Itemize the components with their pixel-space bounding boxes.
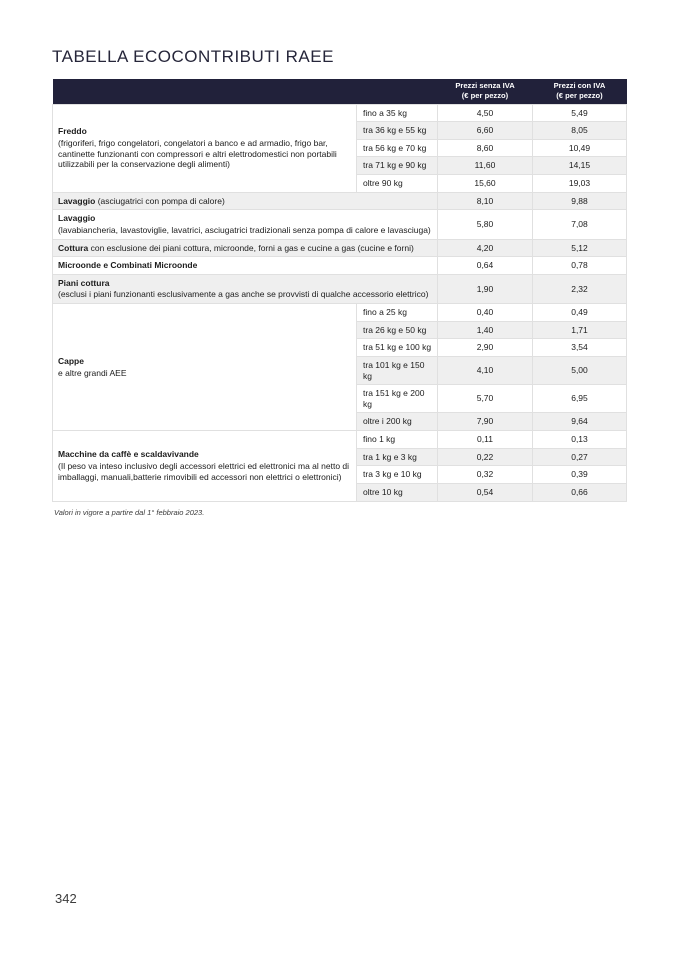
column-header-label: Prezzi senza IVA	[455, 81, 515, 90]
price-senza-iva-cell: 2,90	[438, 339, 533, 357]
price-con-iva-cell: 2,32	[533, 274, 627, 303]
column-header-label: Prezzi con IVA	[553, 81, 606, 90]
table-row	[53, 431, 627, 449]
price-senza-iva-cell: 0,32	[438, 466, 533, 484]
price-con-iva-cell: 19,03	[533, 175, 627, 193]
price-con-iva-cell: 0,49	[533, 304, 627, 322]
price-con-iva-cell: 6,95	[533, 385, 627, 413]
price-senza-iva-cell: 4,10	[438, 356, 533, 384]
price-senza-iva-cell: 0,11	[438, 431, 533, 449]
category-cell-lavaggio-tradizionali	[53, 210, 438, 239]
category-cell-lavaggio-pompa-calore	[53, 192, 438, 210]
weight-range-cell: tra 56 kg e 70 kg	[357, 139, 438, 157]
category-description: (frigoriferi, frigo congelatori, congelatori a banco e ad armadio, frigo bar, cantinette funzionanti con compressori e altri elettrodomestici non portabili utilizzabili per la conservazione degli alimenti)	[58, 137, 337, 170]
price-con-iva-cell: 0,27	[533, 448, 627, 466]
category-description: e altre grandi AEE	[58, 367, 127, 378]
table-header-row	[53, 79, 627, 104]
weight-range-cell: tra 36 kg e 55 kg	[357, 122, 438, 140]
price-con-iva-cell: 14,15	[533, 157, 627, 175]
table-row	[53, 274, 627, 303]
category-name: Macchine da caffè e scaldavivande	[58, 449, 199, 460]
category-description: (Il peso va inteso inclusivo degli accessori elettrici ed elettronici ma al netto di imballaggi, manuali,batterie rimovibili ed accessori non elettrici o elettronici)	[58, 460, 350, 482]
table-row	[53, 257, 627, 275]
price-senza-iva-cell: 8,10	[438, 192, 533, 210]
price-con-iva-cell: 10,49	[533, 139, 627, 157]
weight-range-cell: oltre 90 kg	[357, 175, 438, 193]
category-cell-piani-cottura	[53, 274, 438, 303]
price-senza-iva-cell: 5,70	[438, 385, 533, 413]
weight-range-cell: oltre i 200 kg	[357, 413, 438, 431]
weight-range-cell: fino 1 kg	[357, 431, 438, 449]
weight-range-cell: tra 26 kg e 50 kg	[357, 321, 438, 339]
price-con-iva-cell: 5,00	[533, 356, 627, 384]
table-row	[53, 210, 627, 239]
column-header-prezzi-con-iva	[533, 79, 627, 104]
header-spacer	[53, 79, 438, 104]
category-name: Microonde e Combinati Microonde	[58, 260, 198, 271]
price-senza-iva-cell: 6,60	[438, 122, 533, 140]
price-con-iva-cell: 0,78	[533, 257, 627, 275]
category-description: (lavabiancheria, lavastoviglie, lavatrici, asciugatrici tradizionali senza pompa di calore e lavasciuga)	[58, 224, 431, 235]
table-row	[53, 104, 627, 122]
price-senza-iva-cell: 0,40	[438, 304, 533, 322]
price-senza-iva-cell: 0,64	[438, 257, 533, 275]
price-con-iva-cell: 1,71	[533, 321, 627, 339]
weight-range-cell: tra 151 kg e 200 kg	[357, 385, 438, 413]
price-senza-iva-cell: 5,80	[438, 210, 533, 239]
price-senza-iva-cell: 4,50	[438, 104, 533, 122]
category-name: Piani cottura	[58, 277, 110, 288]
category-name: Lavaggio	[58, 195, 96, 206]
price-senza-iva-cell: 0,22	[438, 448, 533, 466]
category-cell-cappe	[53, 304, 357, 431]
weight-range-cell: tra 1 kg e 3 kg	[357, 448, 438, 466]
weight-range-cell: oltre 10 kg	[357, 483, 438, 501]
weight-range-cell: tra 3 kg e 10 kg	[357, 466, 438, 484]
ecocontributi-table	[52, 79, 627, 502]
category-cell-macchine-caffe	[53, 431, 357, 502]
column-header-sublabel: (€ per pezzo)	[461, 91, 509, 101]
price-con-iva-cell: 8,05	[533, 122, 627, 140]
table-row	[53, 304, 627, 322]
page-number: 342	[55, 891, 77, 906]
column-header-sublabel: (€ per pezzo)	[556, 91, 603, 101]
column-header-prezzi-senza-iva	[438, 79, 533, 104]
price-senza-iva-cell: 15,60	[438, 175, 533, 193]
table-row	[53, 239, 627, 257]
price-con-iva-cell: 0,39	[533, 466, 627, 484]
price-senza-iva-cell: 0,54	[438, 483, 533, 501]
page-title: TABELLA ECOCONTRIBUTI RAEE	[52, 47, 334, 66]
category-description: con esclusione dei piani cottura, microonde, forni a gas e cucine a gas (cucine e forni)	[90, 242, 414, 253]
price-con-iva-cell: 0,66	[533, 483, 627, 501]
category-cell-cottura	[53, 239, 438, 257]
category-name: Cappe	[58, 355, 84, 366]
category-cell-freddo	[53, 104, 357, 192]
weight-range-cell: tra 71 kg e 90 kg	[357, 157, 438, 175]
price-con-iva-cell: 9,88	[533, 192, 627, 210]
category-description: (asciugatrici con pompa di calore)	[97, 195, 225, 206]
category-name: Lavaggio	[58, 213, 96, 224]
price-con-iva-cell: 3,54	[533, 339, 627, 357]
table-row	[53, 192, 627, 210]
category-name: Cottura	[58, 242, 89, 253]
validity-footnote: Valori in vigore a partire dal 1° febbraio 2023.	[54, 507, 205, 517]
weight-range-cell: fino a 35 kg	[357, 104, 438, 122]
price-con-iva-cell: 5,12	[533, 239, 627, 257]
price-con-iva-cell: 0,13	[533, 431, 627, 449]
price-con-iva-cell: 5,49	[533, 104, 627, 122]
price-senza-iva-cell: 7,90	[438, 413, 533, 431]
price-senza-iva-cell: 1,40	[438, 321, 533, 339]
price-senza-iva-cell: 11,60	[438, 157, 533, 175]
price-senza-iva-cell: 1,90	[438, 274, 533, 303]
weight-range-cell: tra 101 kg e 150 kg	[357, 356, 438, 384]
table-container	[52, 79, 626, 517]
price-senza-iva-cell: 8,60	[438, 139, 533, 157]
weight-range-cell: tra 51 kg e 100 kg	[357, 339, 438, 357]
category-name: Freddo	[58, 126, 87, 137]
category-description: (esclusi i piani funzionanti esclusivamente a gas anche se provvisti di qualche accessorio elettrico)	[58, 289, 429, 300]
category-cell-microonde	[53, 257, 438, 275]
weight-range-cell: fino a 25 kg	[357, 304, 438, 322]
price-con-iva-cell: 9,64	[533, 413, 627, 431]
price-senza-iva-cell: 4,20	[438, 239, 533, 257]
price-con-iva-cell: 7,08	[533, 210, 627, 239]
